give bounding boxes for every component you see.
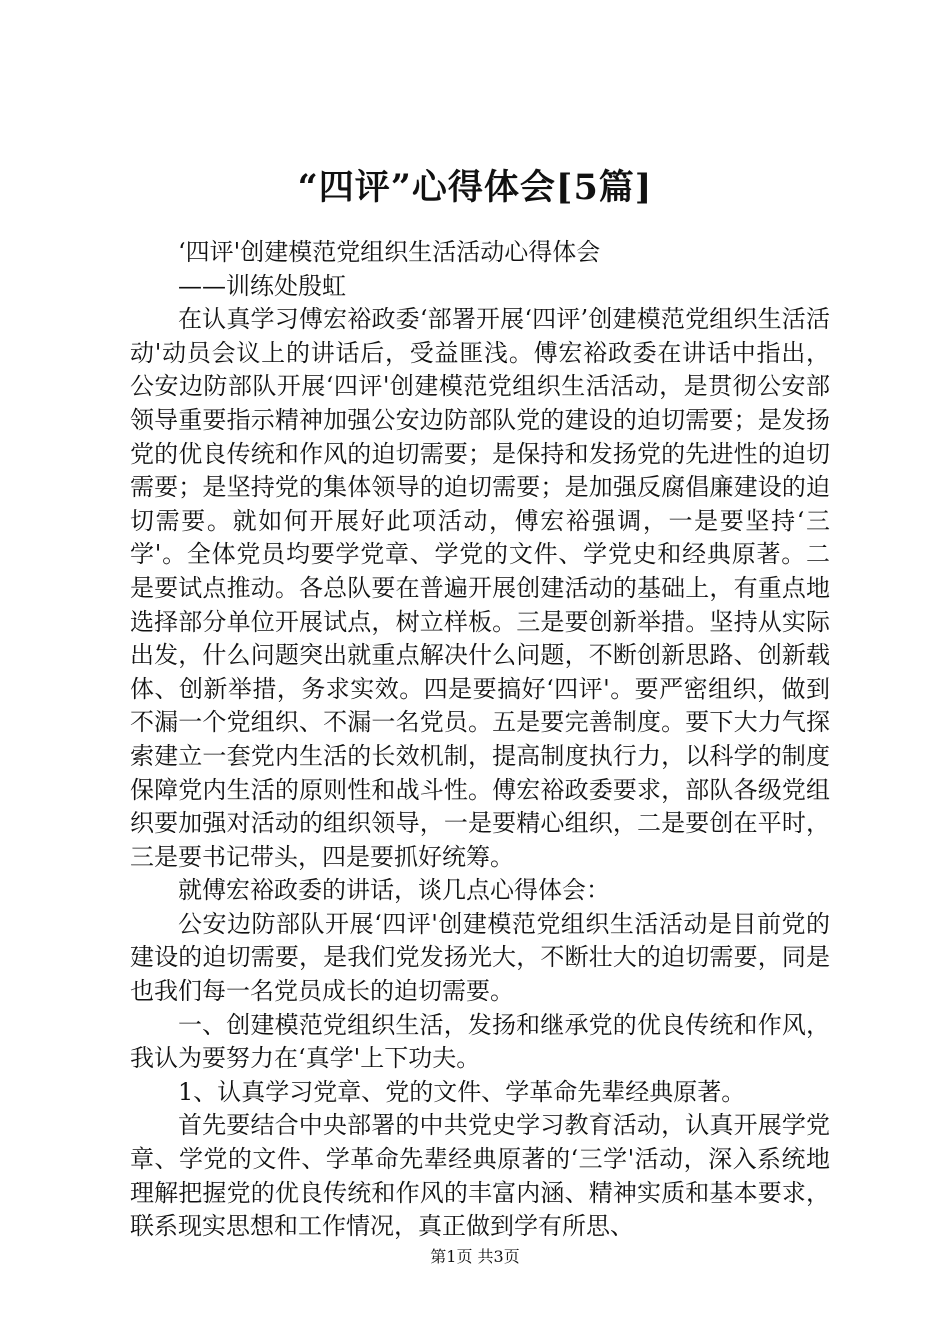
paragraph: 公安边防部队开展‘四评'创建模范党组织生活活动是目前党的建设的迫切需要，是我们党发扬光大，不断壮大的迫切需要，同是也我们每一名党员成长的迫切需要。 <box>130 909 830 1006</box>
paragraph: 首先要结合中央部署的中共党史学习教育活动，认真开展学党章、学党的文件、学革命先辈经典原著的‘三学'活动，深入系统地理解把握党的优良传统和作风的丰富内涵、精神实质和基本要求，联系现实思想和工作情况，真正做到学有所思、 <box>130 1111 830 1241</box>
paragraph: 一、创建模范党组织生活，发扬和继承党的优良传统和作风，我认为要努力在‘真学'上下功夫。 <box>130 1010 830 1073</box>
paragraph: 在认真学习傅宏裕政委‘部署开展‘四评’创建模范党组织生活活动'动员会议上的讲话后，受益匪浅。傅宏裕政委在讲话中指出，公安边防部队开展‘四评'创建模范党组织生活活动，是贯彻公安部领导重要指示精神加强公安边防部队党的建设的迫切需要；是发扬党的优良传统和作风的迫切需要；是保持和发扬党的先进性的迫切需要；是坚持党的集体领导的迫切需要；是加强反腐倡廉建设的迫切需要。就如何开展好此项活动，傅宏裕强调，一是要坚持‘三学'。全体党员均要学党章、学党的文件、学党史和经典原著。二是要试点推动。各总队要在普遍开展创建活动的基础上，有重点地选择部分单位开展试点，树立样板。三是要创新举措。坚持从实际出发，什么问题突出就重点解决什么问题，不断创新思路、创新载体、创新举措，务求实效。四是要搞好‘四评'。要严密组织，做到不漏一个党组织、不漏一名党员。五是要完善制度。要下大力气探索建立一套党内生活的长效机制，提高制度执行力，以科学的制度保障党内生活的原则性和战斗性。傅宏裕政委要求，部队各级党组织要加强对活动的组织领导，一是要精心组织，二是要创在平时，三是要书记带头，四是要抓好统筹。 <box>130 305 830 871</box>
paragraph-author: ——训练处殷虹 <box>178 271 346 300</box>
document-body <box>130 236 830 1244</box>
document-title: “四评”心得体会[5篇] <box>297 167 653 208</box>
paragraph: 1、认真学习党章、党的文件、学革命先辈经典原著。 <box>178 1077 746 1106</box>
page-number-footer: 第1页 共3页 <box>430 1247 520 1266</box>
paragraph-subtitle: ‘四评'创建模范党组织生活活动心得体会 <box>178 238 601 266</box>
paragraph: 就傅宏裕政委的讲话，谈几点心得体会： <box>178 876 610 905</box>
